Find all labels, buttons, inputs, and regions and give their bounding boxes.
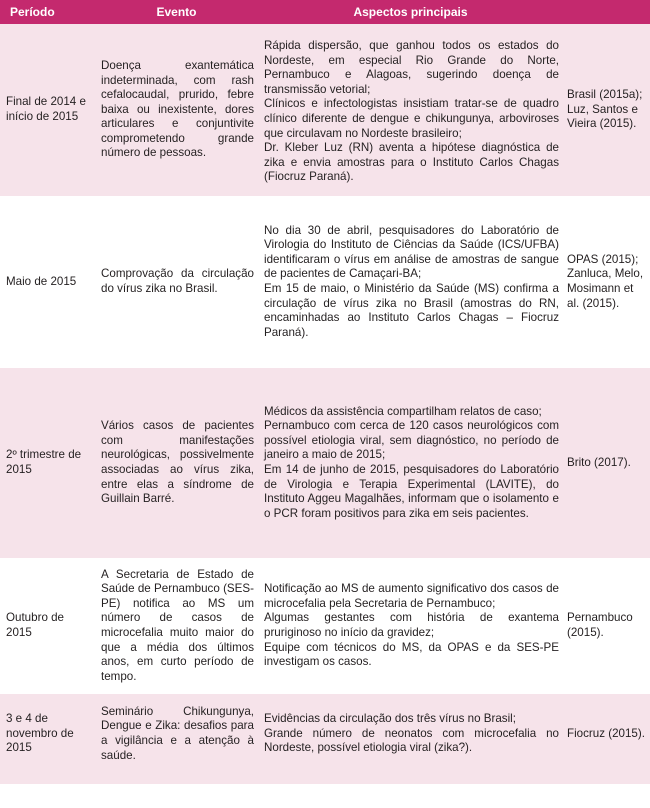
table-body [0,24,650,784]
table-row [0,24,650,196]
table-row [0,368,650,558]
cell-evento: Doença exantemática indeterminada, com rash cefalocaudal, prurido, febre baixa ou inexistente, dores articulares e conjuntivite comprometendo grande número de pessoas. [95,24,258,196]
aspecto-item: Algumas gestantes com história de exantema pruriginoso no início da gravidez; [264,611,559,639]
table-row [0,558,650,694]
cell-referencia: Pernambuco (2015). [563,558,650,694]
cell-evento: Vários casos de pacientes com manifestações neurológicas, possivelmente associadas ao vírus zika, entre elas a síndrome de Guillain Barré. [95,368,258,558]
aspecto-item: Pernambuco com cerca de 120 casos neurológicos com possível etiologia viral, sem diagnóstico, no período de janeiro a maio de 2015; [264,419,559,462]
header-aspectos: Aspectos principais [258,0,563,24]
cell-referencia: Brito (2017). [563,368,650,558]
cell-evento: A Secretaria de Estado de Saúde de Pernambuco (SES-PE) notifica ao MS um número de casos de microcefalia muito maior do que a média dos últimos anos, em curto período de tempo. [95,558,258,694]
cell-aspectos [258,694,563,784]
aspecto-item: Rápida dispersão, que ganhou todos os estados do Nordeste, em especial Rio Grande do Norte, Pernambuco e Alagoas, sugerindo doença de transmissão vetorial; [264,39,559,96]
aspecto-item: Médicos da assistência compartilham relatos de caso; [264,404,542,418]
aspecto-item: Em 15 de maio, o Ministério da Saúde (MS) confirma a circulação de vírus zika no Brasil (amostras do RN, encaminhadas ao Instituto Carlos Chagas – Fiocruz Paraná). [264,282,559,339]
cell-aspectos [258,558,563,694]
header-evento: Evento [95,0,258,24]
cell-periodo: Maio de 2015 [0,196,95,368]
aspecto-item: Em 14 de junho de 2015, pesquisadores do Laboratório de Virologia e Terapia Experimental (LAVITE), do Instituto Aggeu Magalhães, informam que o isolamento e o PCR foram positivos para zika em seis pacientes. [264,463,559,520]
cell-evento: Comprovação da circulação do vírus zika no Brasil. [95,196,258,368]
cell-aspectos [258,196,563,368]
aspecto-item: Dr. Kleber Luz (RN) aventa a hipótese diagnóstica de zika e envia amostras para o Instituto Carlos Chagas (Fiocruz Paraná). [264,141,559,184]
header-periodo: Período [0,0,95,24]
cell-referencia: OPAS (2015); Zanluca, Melo, Mosimann et al. (2015). [563,196,650,368]
cell-referencia: Brasil (2015a); Luz, Santos e Vieira (2015). [563,24,650,196]
cell-periodo: Outubro de 2015 [0,558,95,694]
aspecto-item: Notificação ao MS de aumento significativo dos casos de microcefalia pela Secretaria de Pernambuco; [264,582,559,610]
header-referencia [563,0,650,24]
cell-periodo: 2º trimestre de 2015 [0,368,95,558]
cell-evento: Seminário Chikungunya, Dengue e Zika: desafios para a vigilância e a atenção à saúde. [95,694,258,784]
aspecto-item: Clínicos e infectologistas insistiam tratar-se de quadro clínico diferente de dengue e chikungunya, arboviroses que circulavam no Nordeste brasileiro; [264,97,559,140]
cell-periodo: 3 e 4 de novembro de 2015 [0,694,95,784]
table-row [0,694,650,784]
cell-referencia: Fiocruz (2015). [563,694,650,784]
table-row [0,196,650,368]
aspecto-item: Equipe com técnicos do MS, da OPAS e da SES-PE investigam os casos. [264,640,559,669]
table-header [0,0,650,24]
aspecto-item: Evidências da circulação dos três vírus no Brasil; [264,712,516,726]
cell-periodo: Final de 2014 e início de 2015 [0,24,95,196]
header-row [0,0,650,24]
aspecto-item: Grande número de neonatos com microcefalia no Nordeste, possível etiologia viral (zika?). [264,726,559,755]
cell-aspectos [258,24,563,196]
aspecto-item: No dia 30 de abril, pesquisadores do Laboratório de Virologia do Instituto de Ciências da Saúde (ICS/UFBA) identificaram o vírus em análise de amostras de sangue de pacientes de Camaçari-BA; [264,223,559,281]
cell-aspectos [258,368,563,558]
